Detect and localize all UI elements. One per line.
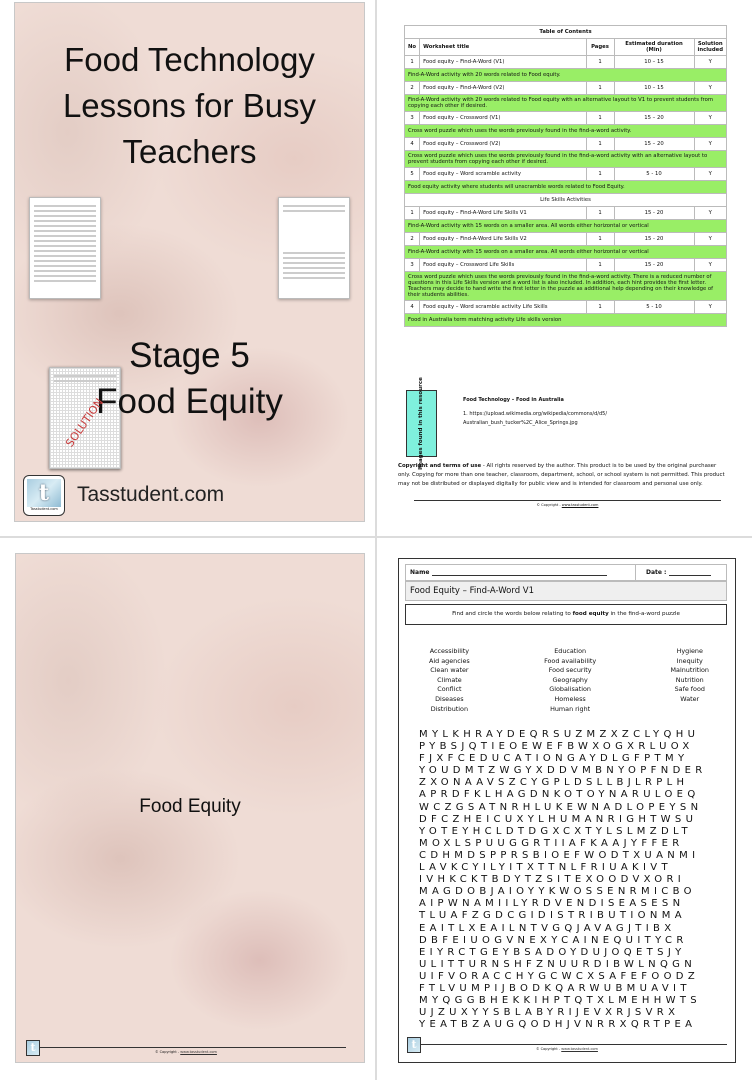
- toc-row: [405, 233, 727, 246]
- toc-pages: 1: [586, 82, 614, 95]
- toc-header: Worksheet title: [420, 39, 586, 56]
- grid-row: FJXFCEDUCATIONGAYDLGFPTMY: [419, 753, 689, 765]
- toc-row: [405, 82, 727, 95]
- grid-row: YEATBZAUGQODHJVNRRXQRTPEA: [419, 1019, 697, 1031]
- word-list-item: Homeless: [554, 694, 586, 703]
- instr-text: Find and circle the words below relating to: [452, 611, 573, 617]
- toc-title: Food equity – Word scramble activity Life Skills: [420, 301, 586, 314]
- grid-row: MAGDOBJAIOYYKWOSSENRMICBO: [419, 886, 696, 898]
- word-list-item: Inequity: [676, 656, 703, 665]
- tasstudent-logo: t Tasstudent.com: [23, 475, 65, 516]
- tasstudent-logo-small: t: [407, 1037, 421, 1053]
- grid-row: ULITTURNSHFZNUURDIBWLNQGN: [419, 958, 697, 970]
- toc-solution: Y: [694, 233, 727, 246]
- toc-no: 1: [405, 207, 420, 220]
- toc-caption: Table of Contents: [405, 26, 727, 39]
- name-label: Name: [410, 569, 430, 576]
- toc-duration: 15 - 20: [614, 233, 694, 246]
- brand-name: Tasstudent.com: [77, 483, 225, 506]
- word-column: [429, 647, 470, 714]
- toc-solution: Y: [694, 168, 727, 181]
- reference-link-cont[interactable]: Australian_bush_tucker%2C_Alice_Springs.jpg: [463, 420, 578, 426]
- images-found-box: [406, 377, 437, 470]
- word-list-item: Distribution: [430, 704, 469, 713]
- toc-no: 5: [405, 168, 420, 181]
- page-footer: [414, 500, 721, 507]
- word-list-item: Nutrition: [675, 675, 704, 684]
- instr-bold: food equity: [572, 611, 609, 617]
- toc-pages: 1: [586, 168, 614, 181]
- toc-pages: 1: [586, 207, 614, 220]
- worksheet-title: Food Equity – Find-A-Word V1: [405, 581, 727, 601]
- footer-copyright: © Copyright -: [155, 1050, 181, 1054]
- toc-description: Food in Australia term matching activity Life skills version: [405, 314, 727, 327]
- toc-duration: 5 - 10: [614, 168, 694, 181]
- grid-row: MOXLSPUUGGRTIIAFKAAJYFFER: [419, 837, 684, 849]
- grid-row: CDHMDSPPRSBIOEFWODTXUANMI: [419, 849, 700, 861]
- toc-no: 3: [405, 112, 420, 125]
- footer-link[interactable]: www.tasstudent.com: [180, 1050, 217, 1054]
- grid-row: PYBSJQTIEOEWEFBWXOGXRLUOX: [419, 741, 694, 753]
- section-cover-page[interactable]: [15, 553, 365, 1063]
- toc-no: 2: [405, 233, 420, 246]
- grid-row: ZXONAAVSZCYGPLDSLLBJLRPLH: [419, 777, 689, 789]
- word-list-item: Clean water: [430, 666, 469, 675]
- toc-solution: Y: [694, 82, 727, 95]
- word-list: [429, 647, 709, 714]
- grid-row: UJZUXYYSBLABYRIJEVXRJSVRX: [419, 1007, 680, 1019]
- word-list-item: Geography: [552, 675, 588, 684]
- toc-duration: 15 - 20: [614, 207, 694, 220]
- footer-link[interactable]: www.tasstudent.com: [561, 1047, 598, 1051]
- toc-title: Food equity – Crossword Life Skills: [420, 259, 586, 272]
- toc-row: [405, 301, 727, 314]
- images-found-label: Images found in this resource: [418, 377, 424, 470]
- word-list-item: Diseases: [435, 694, 464, 703]
- worksheet-instructions: [405, 604, 727, 625]
- toc-title: Food equity – Word scramble activity: [420, 168, 586, 181]
- toc-title: Food equity – Crossword (V1): [420, 112, 586, 125]
- toc-title: Food equity – Find-A-Word Life Skills V2: [420, 233, 586, 246]
- toc-pages: 1: [586, 56, 614, 69]
- toc-section-label: Life Skills Activities: [405, 194, 727, 207]
- toc-no: 2: [405, 82, 420, 95]
- copyright-heading: Copyright and terms of use: [398, 463, 482, 469]
- footer-copyright: © Copyright -: [536, 1047, 562, 1051]
- toc-solution: Y: [694, 112, 727, 125]
- word-list-item: Food security: [548, 666, 592, 675]
- cover-title-line: Food Technology: [64, 41, 315, 78]
- toc-description: Find-A-Word activity with 15 words on a smaller area. All words either horizontal or vertical: [405, 246, 727, 259]
- toc-description: Find-A-Word activity with 15 words on a smaller area. All words either horizontal or vertical: [405, 220, 727, 233]
- toc-description: Cross word puzzle which uses the words previously found in the find-a-word activity. There is a reduced number of questions in this Life Skills version and a word list is also included. In addition, each hint provides the first letter. Teachers may decide to hand write the first letter in the puzzle as additional help depending on their knowledge of their students abilities.: [405, 272, 727, 301]
- toc-pages: 1: [586, 233, 614, 246]
- footer-copyright: © Copyright -: [536, 503, 562, 507]
- toc-description: Find-A-Word activity with 20 words related to Food equity.: [405, 69, 727, 82]
- toc-no: 4: [405, 138, 420, 151]
- toc-solution: Y: [694, 259, 727, 272]
- copyright-text: - All rights reserved by the author. This product is to be used by the original purchaser only. Copying for more than one teacher, classroom, department, school, or school system is not permitted. This product may not be distributed or displayed digitally for public view and is intended for classroom and personal use only.: [398, 463, 725, 487]
- page-divider-horizontal: [0, 536, 752, 538]
- toc-row: [405, 112, 727, 125]
- toc-duration: 10 – 15: [614, 82, 694, 95]
- thumbnail-crossword: [278, 197, 350, 299]
- word-column: [544, 647, 596, 714]
- toc-pages: 1: [586, 138, 614, 151]
- date-label: Date :: [646, 569, 667, 576]
- cover-title-line: Lessons for Busy: [62, 87, 317, 124]
- toc-duration: 15 - 20: [614, 259, 694, 272]
- word-list-item: Education: [554, 647, 587, 655]
- find-a-word-worksheet: [398, 558, 736, 1063]
- toc-description: Cross word puzzle which uses the words previously found in the find-a-word activity.: [405, 125, 727, 138]
- copyright-terms: [398, 462, 728, 489]
- grid-row: TLUAFZGDCGIDISTRIBUTIONMA: [419, 910, 686, 922]
- toc-duration: 15 – 20: [614, 112, 694, 125]
- toc-solution: Y: [694, 301, 727, 314]
- grid-row: UIFVORACCHYGCWCXSAFEFOODZ: [419, 970, 700, 982]
- toc-row: [405, 56, 727, 69]
- word-list-item: Food availability: [544, 656, 597, 665]
- word-search-grid[interactable]: [419, 729, 707, 1031]
- grid-row: DBFEIUOGVNEXYCAINEQUITYCR: [419, 934, 688, 946]
- grid-row: APRDFKLHAGDNKOTOYNARULOEQ: [419, 789, 700, 801]
- reference-link[interactable]: 1. https://upload.wikimedia.org/wikipedia/commons/d/d5/: [463, 411, 608, 417]
- grid-row: WCZGSATNRHLUKEWNADLOPEYSN: [419, 801, 703, 813]
- cover-title: [15, 37, 364, 175]
- toc-solution: Y: [694, 138, 727, 151]
- word-list-item: Human right: [550, 704, 591, 713]
- footer-link[interactable]: www.tasstudent.com: [561, 503, 599, 507]
- toc-title: Food equity – Find-A-Word (V1): [420, 56, 586, 69]
- toc-header: Pages: [586, 39, 614, 56]
- toc-duration: 10 – 15: [614, 56, 694, 69]
- toc-solution: Y: [694, 207, 727, 220]
- toc-duration: 5 - 10: [614, 301, 694, 314]
- toc-pages: 1: [586, 301, 614, 314]
- toc-title: Food equity – Find-A-Word Life Skills V1: [420, 207, 586, 220]
- toc-duration: 15 – 20: [614, 138, 694, 151]
- toc-pages: 1: [586, 259, 614, 272]
- toc-row: [405, 259, 727, 272]
- toc-header: Estimated duration (Min): [614, 39, 694, 56]
- word-list-item: Climate: [437, 675, 462, 684]
- page-divider-vertical: [375, 0, 377, 1080]
- toc-description: Find-A-Word activity with 20 words related to Food equity with an alternative layout to V1 to prevent students from copying each other if desired.: [405, 95, 727, 112]
- grid-row: DFCZHEICUXYLHUMANRIGHTWSU: [419, 813, 698, 825]
- word-column: [671, 647, 709, 714]
- word-list-item: Safe food: [674, 685, 705, 694]
- grid-row: AIPWNAMIILYRDVENDISEASESN: [419, 898, 685, 910]
- toc-no: 3: [405, 259, 420, 272]
- toc-no: 4: [405, 301, 420, 314]
- cover-page[interactable]: [14, 2, 365, 522]
- section-title: Food Equity: [139, 796, 241, 817]
- grid-row: IVHKCKTBDYTZSITEXOODVXORI: [419, 874, 686, 886]
- grid-row: EAITLXEAILNTVGQJAVAGJTIBX: [419, 922, 676, 934]
- grid-row: YOTEYHCLDTDGXCXTYLSLMZDLT: [419, 825, 693, 837]
- word-list-item: Water: [680, 694, 700, 703]
- page-footer: [26, 1040, 346, 1060]
- grid-row: MYLKHRAYDEQRSUZMZXZCLYQHU: [419, 729, 700, 740]
- image-references: [463, 396, 607, 428]
- word-list-item: Globalisation: [549, 685, 591, 694]
- date-field[interactable]: [669, 570, 711, 576]
- toc-description: Food equity activity where students will unscramble words related to Food Equity.: [405, 181, 727, 194]
- toc-pages: 1: [586, 112, 614, 125]
- word-list-item: Accessibility: [429, 647, 470, 655]
- toc-title: Food equity – Crossword (V2): [420, 138, 586, 151]
- thumbnail-word-scramble: [29, 197, 101, 299]
- toc-title: Food equity – Find-A-Word (V2): [420, 82, 586, 95]
- toc-no: 1: [405, 56, 420, 69]
- toc-header: No: [405, 39, 420, 56]
- word-list-item: Malnutrition: [670, 666, 709, 675]
- worksheet-header: [405, 564, 727, 581]
- name-field[interactable]: [432, 570, 607, 576]
- grid-row: EIYRCTGEYBSADOYDUJOQETSJY: [419, 946, 686, 958]
- page-footer: [407, 1037, 727, 1057]
- tasstudent-logo-small: t: [26, 1040, 40, 1056]
- grid-row: FTLVUMPIJBODKQARWUBMUAVIT: [419, 982, 691, 994]
- toc-row: [405, 207, 727, 220]
- toc-row: [405, 168, 727, 181]
- word-list-item: Hygiene: [676, 647, 703, 655]
- toc-header: Solution included: [694, 39, 727, 56]
- toc-description: Cross word puzzle which uses the words previously found in the find-a-word activity with an alternative layout to prevent students from copying each other if desired.: [405, 151, 727, 168]
- toc-row: [405, 138, 727, 151]
- solution-watermark: SOLUTION: [63, 395, 107, 450]
- grid-row: LAVKCYILYITXTTNLFRIUAKIVT: [419, 862, 672, 874]
- reference-title: Food Technology – Food in Australia: [463, 397, 564, 403]
- table-of-contents: [404, 25, 727, 327]
- grid-row: MYQGGBHEKKIHPTQTXLMEHHWTS: [419, 995, 702, 1007]
- cover-subtitle-line: Stage 5: [129, 336, 250, 375]
- cover-subtitle-line: Food Equity: [96, 382, 283, 421]
- toc-solution: Y: [694, 56, 727, 69]
- cover-title-line: Teachers: [122, 133, 257, 170]
- cover-subtitle: [15, 333, 364, 425]
- word-list-item: Conflict: [437, 685, 462, 694]
- instr-text: in the find-a-word puzzle: [608, 611, 680, 617]
- word-list-item: Aid agencies: [429, 656, 470, 665]
- grid-row: YOUDMTZWGYXDDVMBNYOPFNDER: [419, 765, 707, 777]
